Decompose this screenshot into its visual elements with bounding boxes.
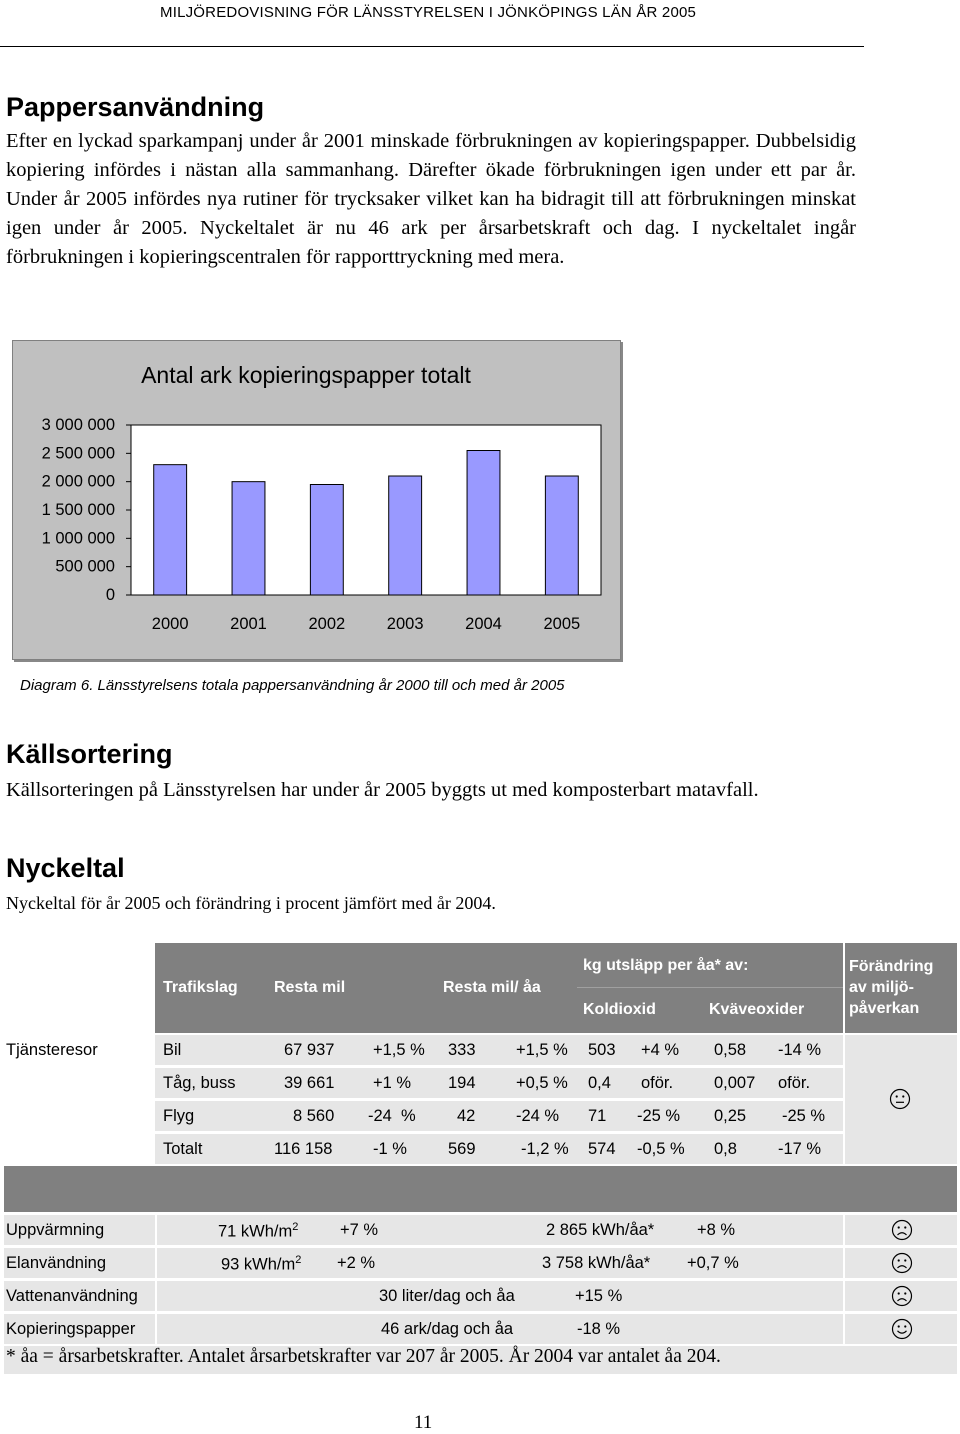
travel-mil-aa: 569 (448, 1140, 476, 1158)
other-row-value-aa: 2 865 kWh/åa* (546, 1221, 655, 1239)
header-rule (0, 46, 864, 47)
header-koldioxid: Koldioxid (583, 1001, 656, 1018)
travel-nox-pct: -17 % (778, 1140, 822, 1158)
other-row-label: Vattenanvändning (6, 1287, 138, 1305)
header-kvaveoxider: Kväveoxider (709, 1001, 805, 1018)
header-emissions-divider (577, 987, 843, 988)
travel-nox: 0,007 (714, 1074, 756, 1092)
travel-row-bg (155, 1134, 843, 1164)
bar-2001 (232, 482, 265, 595)
page-number: 11 (414, 1412, 433, 1433)
travel-mil-pct: +1,5 % (373, 1041, 425, 1059)
travel-nox: 0,58 (714, 1041, 747, 1059)
header-resta-mil-aa: Resta mil/ åa (443, 979, 541, 996)
travel-co2: 71 (588, 1107, 607, 1125)
y-tick-label: 1 000 000 (41, 529, 115, 548)
plot-area (131, 425, 601, 595)
other-row-label: Uppvärmning (6, 1221, 105, 1239)
other-row-value (218, 1221, 298, 1242)
travel-mode: Totalt (163, 1140, 203, 1158)
travel-mil: 116 158 (274, 1140, 333, 1158)
x-tick-label: 2005 (543, 615, 581, 633)
y-tick-label: 2 000 000 (41, 472, 115, 491)
travel-mil: 67 937 (284, 1041, 335, 1059)
travel-co2-pct: -25 % (637, 1107, 681, 1125)
other-row-value-sup: 2 (295, 1254, 302, 1266)
travel-mil-pct: +1 % (373, 1074, 412, 1092)
travel-co2-pct: +4 % (641, 1041, 680, 1059)
other-row-pct: +15 % (575, 1287, 623, 1305)
chart-title: Antal ark kopieringspapper totalt (141, 362, 471, 388)
section-heading-paper: Pappersanvändning (6, 92, 265, 122)
travel-mil-pct: -1 % (373, 1140, 407, 1158)
travel-nox: 0,8 (714, 1140, 737, 1158)
sad-face-icon (891, 1285, 913, 1307)
sad-face-icon (891, 1252, 913, 1274)
other-row-value-text: 93 kWh/m (221, 1255, 296, 1274)
other-row-pct: -18 % (577, 1320, 621, 1338)
travel-mil-aa-pct: +1,5 % (516, 1041, 568, 1059)
diagram-caption: Diagram 6. Länsstyrelsens totala pappersanvändning år 2000 till och med år 2005 (20, 677, 565, 694)
travel-mode: Flyg (163, 1107, 195, 1125)
bar-2002 (310, 485, 343, 596)
section-body-sorting: Källsorteringen på Länsstyrelsen har under år 2005 byggts ut med komposterbart matavfall. (6, 779, 759, 801)
other-row-value-aa: 3 758 kWh/åa* (542, 1254, 651, 1272)
bar-2003 (389, 476, 422, 595)
header-forandring-line2: av miljö- (849, 979, 914, 996)
x-tick-label: 2002 (308, 615, 346, 633)
bar-2004 (467, 451, 500, 596)
other-row-pct-aa: +8 % (697, 1221, 736, 1239)
travel-mil-aa-pct: -1,2 % (521, 1140, 569, 1158)
other-row-pct: +7 % (340, 1221, 379, 1239)
column-gap (155, 1215, 157, 1344)
travel-co2-pct: oför. (641, 1074, 674, 1092)
other-row-bg (4, 1248, 957, 1278)
y-tick-label: 3 000 000 (41, 416, 115, 434)
other-row-value-sup: 2 (292, 1221, 299, 1233)
other-row-value-text: 71 kWh/m (218, 1222, 293, 1241)
travel-mode: Bil (163, 1041, 182, 1059)
travel-co2-pct: -0,5 % (637, 1140, 685, 1158)
travel-co2: 574 (588, 1140, 616, 1158)
table-footnote: * åa = årsarbetskrafter. Antalet årsarbetskrafter var 207 år 2005. År 2004 var antalet åa 204. (6, 1346, 721, 1367)
row-label-tjansteresor: Tjänsteresor (6, 1041, 98, 1059)
travel-mode: Tåg, buss (163, 1074, 236, 1092)
x-tick-label: 2000 (151, 615, 189, 633)
travel-mil-pct: -24 % (368, 1107, 416, 1125)
travel-mil: 8 560 (293, 1107, 335, 1125)
x-tick-label: 2001 (230, 615, 267, 633)
section-body-keyfigures: Nyckeltal för år 2005 och förändring i procent jämfört med år 2004. (6, 893, 496, 913)
table-separator-band (4, 1166, 957, 1212)
neutral-face-icon (889, 1088, 911, 1110)
x-tick-label: 2003 (386, 615, 424, 633)
travel-co2: 503 (588, 1041, 616, 1059)
other-row-pct-aa: +0,7 % (687, 1254, 739, 1272)
header-trafikslag: Trafikslag (163, 979, 238, 996)
running-header: MILJÖREDOVISNING FÖR LÄNSSTYRELSEN I JÖNKÖPINGS LÄN ÅR 2005 (160, 4, 697, 21)
other-row-pct: +2 % (337, 1254, 376, 1272)
header-forandring-line3: påverkan (849, 1000, 920, 1017)
bar-2005 (545, 476, 578, 595)
travel-mil-aa: 194 (448, 1074, 476, 1092)
travel-nox-pct: -14 % (778, 1041, 822, 1059)
happy-face-icon (891, 1318, 913, 1340)
y-tick-label: 1 500 000 (41, 501, 115, 519)
header-resta-mil: Resta mil (274, 979, 346, 996)
section-heading-sorting: Källsortering (6, 739, 173, 769)
travel-nox-pct: oför. (778, 1074, 811, 1092)
travel-co2: 0,4 (588, 1074, 611, 1092)
header-forandring-line1: Förändring (849, 958, 934, 975)
x-tick-label: 2004 (465, 615, 502, 633)
travel-mil-aa: 42 (457, 1107, 476, 1125)
header-forandring (849, 956, 933, 1019)
header-emissions: kg utsläpp per åa* av: (583, 957, 749, 974)
other-row-value: 30 liter/dag och åa (379, 1287, 515, 1305)
chart-canvas (13, 341, 620, 659)
other-row-value: 46 ark/dag och åa (381, 1320, 514, 1338)
travel-mil-aa-pct: -24 % (516, 1107, 560, 1125)
travel-mil-aa-pct: +0,5 % (516, 1074, 568, 1092)
travel-nox: 0,25 (714, 1107, 747, 1125)
section-heading-keyfigures: Nyckeltal (6, 853, 125, 883)
other-row-label: Kopieringspapper (6, 1320, 136, 1338)
paper-usage-chart (12, 340, 621, 660)
y-tick-label: 0 (105, 586, 115, 604)
travel-mil-aa: 333 (448, 1041, 476, 1059)
y-tick-label: 500 000 (55, 557, 115, 576)
other-row-value (221, 1254, 301, 1275)
other-row-label: Elanvändning (6, 1254, 106, 1272)
y-tick-label: 2 500 000 (41, 444, 115, 463)
bar-2000 (154, 465, 187, 595)
sad-face-icon (891, 1219, 913, 1241)
other-row-bg (4, 1215, 957, 1245)
column-gap (843, 1215, 845, 1344)
section-body-paper: Efter en lyckad sparkampanj under år 2001 minskade förbrukningen av kopieringspapper. Dubbelsidig kopiering infördes i nästan alla sammanhang. Därefter ökade förbrukningen igen under ett par år. Under år 2005 infördes nya rutiner för trycksaker vilket kan ha bidragit till att förbrukningen minskat igen under år 2005. Nyckeltalet är nu 46 ark per årsarbetskraft och dag. I nyckeltalet ingår förbrukningen i kopieringscentralen för rapporttryckning med mera. (6, 130, 856, 268)
travel-mil: 39 661 (284, 1074, 335, 1092)
travel-nox-pct: -25 % (782, 1107, 826, 1125)
